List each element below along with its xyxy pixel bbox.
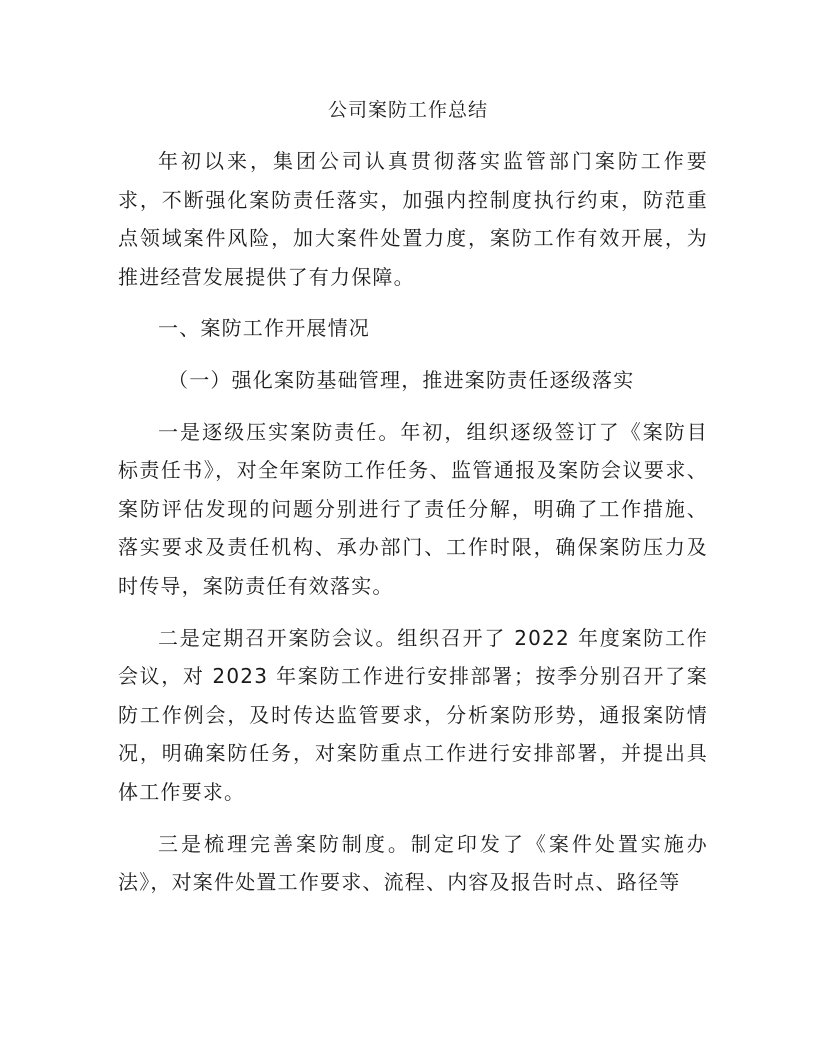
- document-title: 公司案防工作总结: [327, 99, 488, 121]
- point-2-paragraph: 二是定期召开案防会议。组织召开了 2022 年度案防工作会议，对 2023 年案防工作进行安排部署；按季分别召开了案防工作例会，及时传达监管要求，分析案防形势，通报案防情况，明确案防任务，对案防重点工作进行安排部署，并提出具体工作要求。: [118, 625, 708, 804]
- intro-paragraph: 年初以来，集团公司认真贯彻落实监管部门案防工作要求，不断强化案防责任落实，加强内控制度执行约束，防范重点领域案件风险，加大案件处置力度，案防工作有效开展，为推进经营发展提供了有力保障。: [118, 149, 708, 289]
- document-body: [118, 142, 708, 902]
- subsection-1-heading: （一）强化案防基础管理，推进案防责任逐级落实: [168, 367, 635, 392]
- section-1-heading: 一、案防工作开展情况: [158, 316, 370, 341]
- point-3-paragraph: 三是梳理完善案防制度。制定印发了《案件处置实施办法》，对案件处置工作要求、流程、内容及报告时点、路径等: [118, 831, 708, 895]
- point-1-paragraph: 一是逐级压实案防责任。年初，组织逐级签订了《案防目标责任书》，对全年案防工作任务、监管通报及案防会议要求、案防评估发现的问题分别进行了责任分解，明确了工作措施、落实要求及责任机构、承办部门、工作时限，确保案防压力及时传导，案防责任有效落实。: [118, 419, 708, 598]
